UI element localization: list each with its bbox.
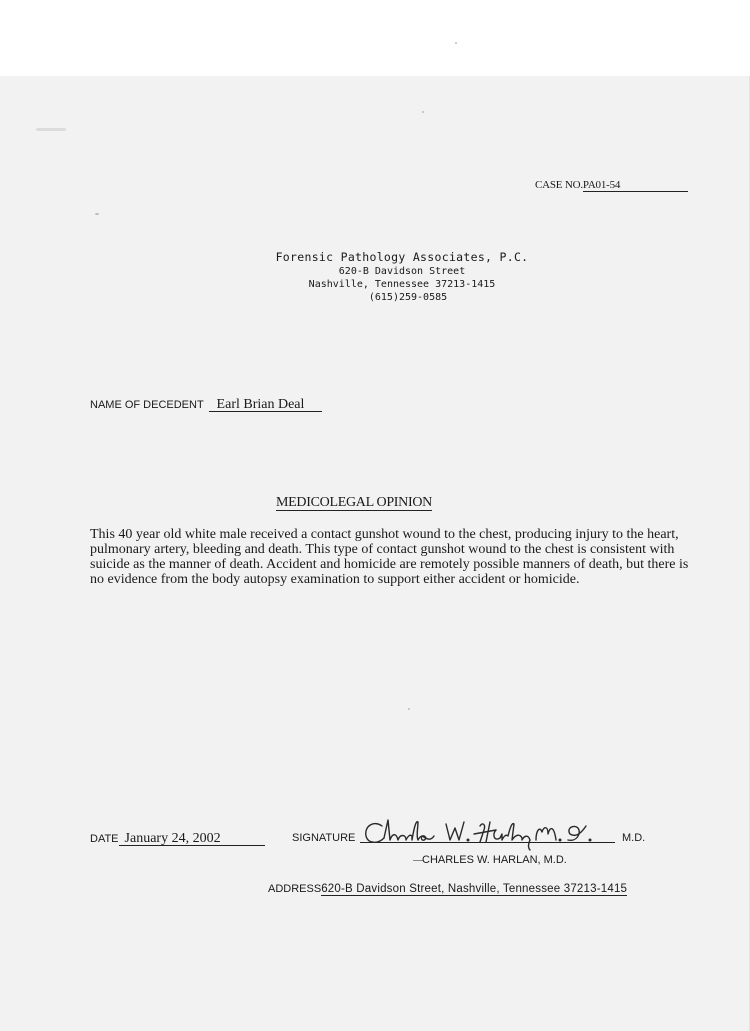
decedent-label: NAME OF DECEDENT (90, 399, 204, 411)
case-number-label: CASE NO. (535, 179, 583, 191)
decedent-value: Earl Brian Deal (209, 398, 323, 412)
organization-phone: (615)259-0585 (368, 292, 448, 303)
organization-street: 620-B Davidson Street (338, 266, 466, 277)
organization-city: Nashville, Tennessee 37213-1415 (308, 279, 496, 290)
address-value: 620-B Davidson Street, Nashville, Tennessee 37213-1415 (321, 883, 628, 895)
letterhead (230, 250, 530, 303)
case-number (535, 179, 688, 192)
signature-suffix: M.D. (622, 832, 646, 844)
decedent-field (90, 398, 322, 412)
scan-speck (95, 213, 99, 215)
date-value: January 24, 2002 (119, 832, 265, 846)
date-field (90, 832, 265, 846)
scan-smudge (36, 128, 66, 131)
signer-name: CHARLES W. HARLAN, M.D. (422, 854, 567, 866)
opinion-title (0, 495, 708, 511)
signature-label: SIGNATURE (292, 832, 356, 844)
scan-speck (422, 111, 424, 113)
opinion-paragraph: This 40 year old white male received a contact gunshot wound to the chest, producing injury to the heart, pulmonary artery, bleeding and death. This type of contact gunshot wound to the chest is consistent with suicide as the manner of death. Accident and homicide are remotely possible manners of death, but there is no evidence from the body autopsy examination to support either accident or homicide. (90, 527, 689, 587)
handwritten-signature (362, 812, 612, 854)
address-field (268, 883, 627, 895)
scan-speck (455, 42, 457, 44)
address-label: ADDRESS (268, 883, 322, 895)
opinion-body (90, 527, 690, 587)
date-label: DATE (90, 833, 119, 845)
scan-speck (408, 708, 410, 710)
case-number-value: PA01-54 (583, 180, 688, 192)
organization-name: Forensic Pathology Associates, P.C. (275, 250, 529, 264)
opinion-title-text: MEDICOLEGAL OPINION (276, 495, 432, 510)
